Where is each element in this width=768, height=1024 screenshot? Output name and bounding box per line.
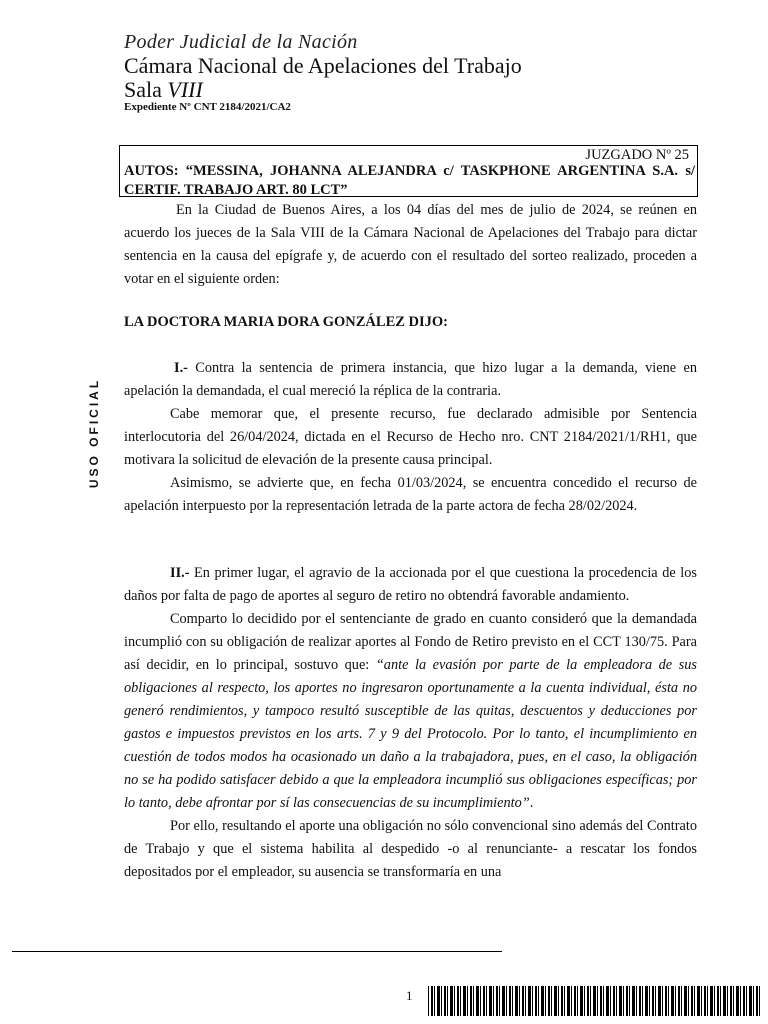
section-two-paragraph-1	[124, 562, 697, 608]
intro-paragraph: En la Ciudad de Buenos Aires, a los 04 días del mes de julio de 2024, se reúnen en acuerdo los jueces de la Sala VIII de la Cámara Nacional de Apelaciones del Trabajo para dictar sentencia en la causa del epígrafe y, de acuerdo con el resultado del sorteo realizado, proceden a votar en el siguiente orden:	[124, 202, 697, 287]
section-one-paragraph-2: Cabe memorar que, el presente recurso, fue declarado admisible por Sentencia interlocutoria del 26/04/2024, dictada en el Recurso de Hecho nro. CNT 2184/2021/1/RH1, que motivara la solicitud de elevación de la presente causa principal.	[124, 406, 697, 468]
section-two	[124, 562, 697, 884]
uso-oficial-label: USO OFICIAL	[87, 377, 101, 489]
juzgado-label: JUZGADO Nº 25	[585, 147, 689, 163]
section-two-text-2: Comparto lo decidido por el sentenciante de grado en cuanto consideró que la demandada incumplió con su obligación de realizar aportes al Fondo de Retiro previsto en el CCT 130/75. Para así decidir, en lo principal, sostuvo que:	[124, 611, 697, 673]
intro-block	[124, 199, 697, 291]
sala-prefix: Sala	[124, 77, 162, 102]
court-name: Cámara Nacional de Apelaciones del Trabajo	[124, 53, 522, 78]
section-one-paragraph-3: Asimismo, se advierte que, en fecha 01/03/2024, se encuentra concedido el recurso de apelación interpuesto por la representación letrada de la parte actora de fecha 28/02/2024.	[124, 475, 697, 514]
page-number: 1	[406, 988, 413, 1003]
institution-header: Poder Judicial de la Nación	[124, 31, 358, 53]
court-header	[124, 54, 522, 102]
section-two-text-1: En primer lugar, el agravio de la accionada por el que cuestiona la procedencia de los daños por falta de pago de aportes al seguro de retiro no obtendrá favorable andamiento.	[124, 565, 697, 604]
section-one-text-1: Contra la sentencia de primera instancia, que hizo lugar a la demanda, viene en apelación la demandada, el cual mereció la réplica de la contraria.	[124, 360, 697, 399]
sala-number: VIII	[167, 77, 203, 102]
section-one-numeral: I.-	[174, 360, 188, 376]
barcode-image	[428, 986, 762, 1016]
section-two-quote: “ante la evasión por parte de la empleadora de sus obligaciones al respecto, los aportes no ingresaron oportunamente a la cuenta individual, ésta no generó rendimientos, y tampoco resultó susceptible de las quitas, descuentos y deducciones por gastos e impuestos previstos en los arts. 7 y 9 del Protocolo. Por lo tanto, el incumplimiento en cuestión de todos modos ha ocasionado un daño a la trabajadora, pues, en el caso, la obligación no se ha podido satisfacer debido a que la empleadora incumplió sus obligaciones específicas; por lo tanto, debe afrontar por sí las consecuencias de su incumplimiento”	[124, 657, 697, 811]
footer-rule	[12, 951, 502, 952]
section-one	[124, 357, 697, 518]
sala-line	[124, 78, 522, 102]
section-two-paragraph-3: Por ello, resultando el aporte una obligación no sólo convencional sino además del Contrato de Trabajo y que el sistema habilita al despedido -o al renunciante- a rescatar los fondos depositados por el empleador, su ausencia se transformaría en una	[124, 818, 697, 880]
case-caption-box	[119, 145, 698, 197]
autos-caption: AUTOS: “MESSINA, JOHANNA ALEJANDRA c/ TASKPHONE ARGENTINA S.A. s/ CERTIF. TRABAJO ART. 80 LCT”	[124, 163, 695, 198]
judge-heading: LA DOCTORA MARIA DORA GONZÁLEZ DIJO:	[124, 314, 449, 330]
section-two-numeral: II.-	[170, 565, 190, 581]
section-one-paragraph-1	[124, 357, 697, 403]
expediente-number: Expediente Nº CNT 2184/2021/CA2	[124, 101, 291, 113]
section-two-paragraph-2	[124, 608, 697, 815]
section-two-quote-end: .	[529, 795, 534, 811]
